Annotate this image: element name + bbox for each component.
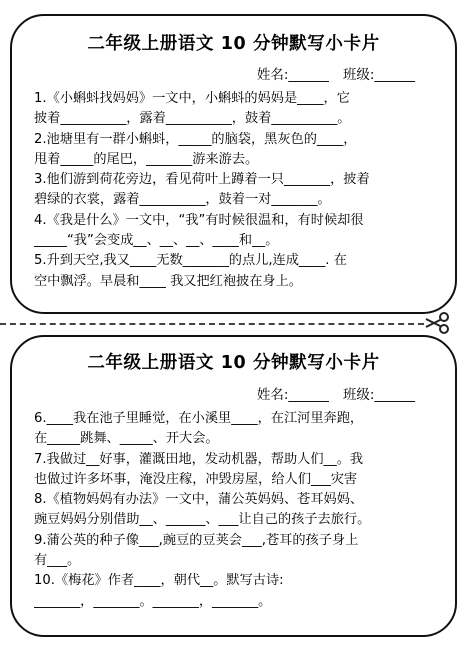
- question-line: 1.《小蝌蚪找妈妈》一文中，小蝌蚪的妈妈是____，它: [34, 91, 350, 106]
- card-title: 二年级上册语文 10 分钟默写小卡片: [87, 353, 380, 373]
- question-line: 7.我做过__好事，灌溉田地，发动机器，帮助人们__。我: [34, 451, 364, 467]
- class-field-label: 班级:______: [342, 387, 415, 403]
- question-list: [12, 85, 455, 292]
- worksheet-card-2: [10, 335, 457, 637]
- question-line: 4.《我是什么》一文中，“我”有时候很温和，有时候却很: [34, 212, 364, 228]
- question-line: _______，_______。_______，_______。: [34, 593, 272, 609]
- cut-line: [0, 323, 424, 325]
- name-field-label: 姓名:______: [256, 387, 329, 403]
- question-line: 甩着_____的尾巴，_______游来游去。: [34, 151, 259, 167]
- question-line: 豌豆妈妈分别借助__、______、___让自己的孩子去旅行。: [34, 512, 371, 528]
- scissors-icon: [424, 311, 450, 335]
- question-line: 5.升到天空,我又____无数_______的点儿,连成____. 在: [34, 253, 347, 269]
- question-list: [12, 405, 455, 612]
- worksheet-card-1: [10, 14, 457, 314]
- question-line: 3.他们游到荷花旁边，看见荷叶上蹲着一只_______，披着: [34, 172, 370, 188]
- question-line: 有___。: [34, 553, 81, 569]
- question-line: 披着__________，露着__________，鼓着__________。: [34, 111, 351, 127]
- question-line: 8.《植物妈妈有办法》一文中，蒲公英妈妈、苍耳妈妈、: [34, 492, 364, 508]
- question-line: 也做过许多坏事，淹没庄稼，冲毁房屋，给人们___灾害: [34, 471, 358, 487]
- question-line: 空中飘浮。早晨和____ 我又把红袍披在身上。: [34, 273, 302, 289]
- question-line: 碧绿的衣裳，露着__________，鼓着一对_______。: [34, 192, 331, 208]
- question-line: 6.____我在池子里睡觉，在小溪里____，在江河里奔跑，: [34, 411, 364, 426]
- question-line: 在_____跳舞、_____、开大会。: [34, 431, 219, 447]
- name-class-row: [12, 65, 455, 85]
- card-title: 二年级上册语文 10 分钟默写小卡片: [87, 34, 380, 54]
- name-class-row: [12, 385, 455, 405]
- question-line: 9.蒲公英的种子像___,豌豆的豆荚会___,苍耳的孩子身上: [34, 532, 359, 548]
- name-field-label: 姓名:______: [256, 67, 329, 83]
- question-line: 10.《梅花》作者____，朝代__。默写古诗:: [34, 573, 284, 589]
- question-line: _____“我”会变成__、__、__、____和__。: [34, 233, 279, 249]
- question-line: 2.池塘里有一群小蝌蚪，_____的脑袋，黑灰色的____，: [34, 131, 357, 147]
- class-field-label: 班级:______: [342, 67, 415, 83]
